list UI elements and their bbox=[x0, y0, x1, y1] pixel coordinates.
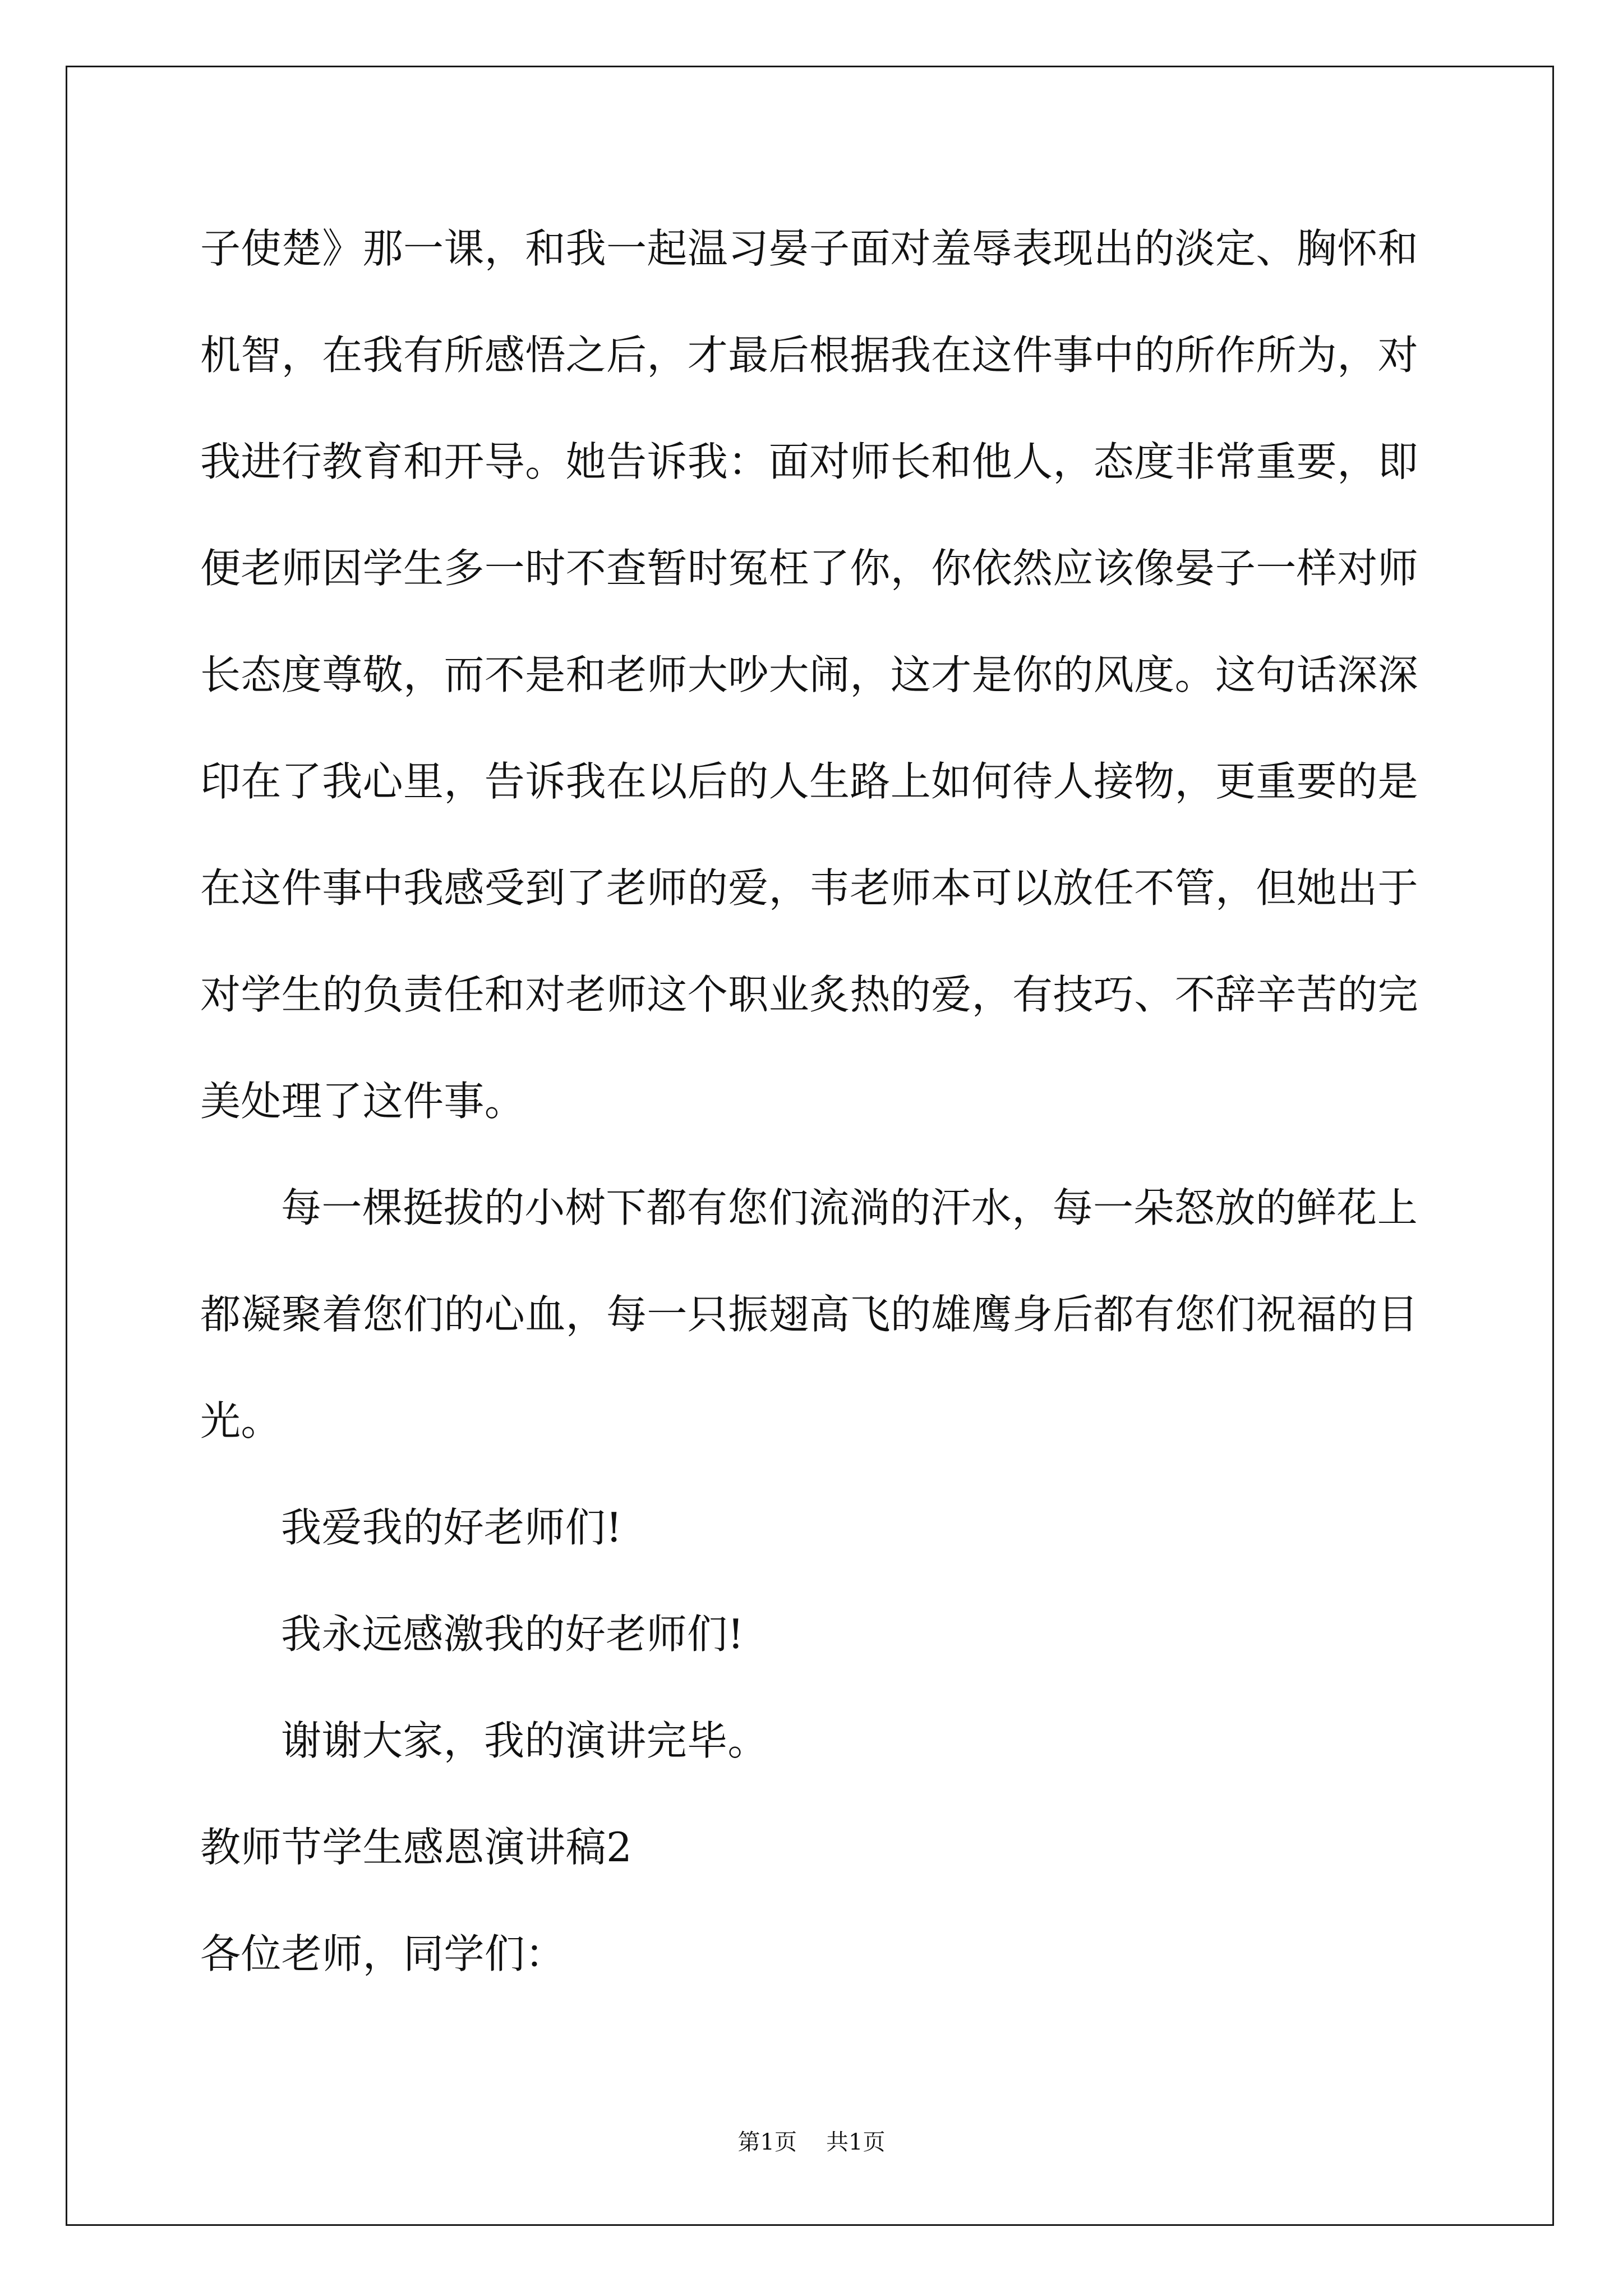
paragraph-line: 印在了我心里，告诉我在以后的人生路上如何待人接物，更重要的是 bbox=[200, 758, 1419, 805]
paragraph-line: 便老师因学生多一时不查暂时冤枉了你，你依然应该像晏子一样对师 bbox=[200, 545, 1419, 592]
paragraph-line: 对学生的负责任和对老师这个职业炙热的爱，有技巧、不辞辛苦的完 bbox=[200, 971, 1419, 1018]
remark-love: 我爱我的好老师们! bbox=[281, 1504, 623, 1551]
page-number: 第1页 bbox=[737, 2129, 797, 2155]
document-body bbox=[200, 195, 1434, 2007]
remark-gratitude: 我永远感激我的好老师们! bbox=[281, 1611, 744, 1658]
closing-paragraph-line: 光。 bbox=[200, 1397, 282, 1444]
paragraph-line: 子使楚》那一课，和我一起温习晏子面对羞辱表现出的淡定、胸怀和 bbox=[200, 225, 1419, 272]
section-title: 教师节学生感恩演讲稿2 bbox=[200, 1824, 633, 1871]
page-footer bbox=[0, 2128, 1623, 2156]
closing-paragraph-line: 都凝聚着您们的心血，每一只振翅高飞的雄鹰身后都有您们祝福的目 bbox=[200, 1291, 1419, 1338]
paragraph-line: 在这件事中我感受到了老师的爱，韦老师本可以放任不管，但她出于 bbox=[200, 864, 1419, 912]
remark-thanks: 谢谢大家，我的演讲完毕。 bbox=[281, 1717, 768, 1764]
page-total: 共1页 bbox=[826, 2129, 886, 2155]
paragraph-line: 美处理了这件事。 bbox=[200, 1078, 525, 1125]
salutation: 各位老师，同学们： bbox=[200, 1930, 566, 1977]
paragraph-line: 我进行教育和开导。她告诉我：面对师长和他人，态度非常重要，即 bbox=[200, 438, 1419, 485]
paragraph-line: 机智，在我有所感悟之后，才最后根据我在这件事中的所作所为，对 bbox=[200, 332, 1419, 379]
closing-paragraph-line: 每一棵挺拔的小树下都有您们流淌的汗水，每一朵怒放的鲜花上 bbox=[281, 1184, 1418, 1231]
paragraph-line: 长态度尊敬，而不是和老师大吵大闹，这才是你的风度。这句话深深 bbox=[200, 651, 1419, 698]
